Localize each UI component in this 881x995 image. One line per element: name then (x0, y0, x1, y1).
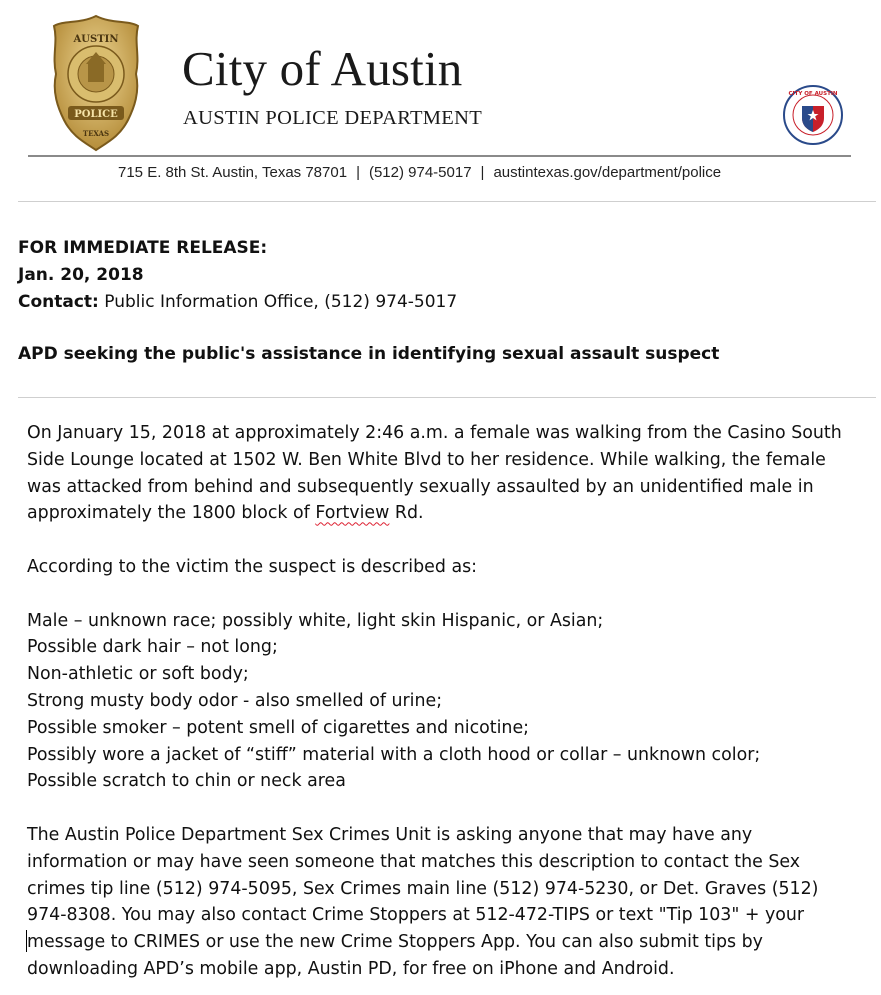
letterhead-contact-line (118, 164, 762, 181)
description-item: Strong musty body odor - also smelled of urine; (27, 690, 443, 711)
blank-line (27, 795, 872, 822)
blank-line (27, 527, 872, 554)
letterhead-title: City of Austin (182, 41, 463, 96)
description-item: Male – unknown race; possibly white, light skin Hispanic, or Asian; (27, 610, 604, 631)
closing-line: The Austin Police Department Sex Crimes Unit is asking anyone that may have any (27, 824, 753, 845)
badge-top-text: AUSTIN (73, 34, 119, 45)
closing-line: information or may have seen someone that matches this description to contact the Sex (27, 851, 801, 872)
closing-line: crimes tip line (512) 974-5095, Sex Crimes main line (512) 974-5230, or Det. Graves (512) (27, 878, 819, 899)
letterhead-address: 715 E. 8th St. Austin, Texas 78701 (118, 164, 348, 181)
letterhead-phone: (512) 974-5017 (368, 164, 472, 181)
seal-text: CITY OF AUSTIN (788, 91, 838, 97)
suspect-description-list (27, 608, 872, 796)
page-divider (18, 201, 876, 202)
description-item: Possibly wore a jacket of “stiff” material with a cloth hood or collar – unknown color; (27, 744, 761, 765)
release-label: FOR IMMEDIATE RELEASE: (18, 238, 268, 258)
contact-label: Contact: (18, 292, 99, 312)
incident-line: was attacked from behind and subsequently sexually assaulted by an unidentified male in (27, 476, 814, 497)
closing-line: message to CRIMES or use the new Crime Stoppers App. You can also submit tips by (27, 932, 763, 953)
page-divider (18, 397, 876, 398)
letterhead-department: AUSTIN POLICE DEPARTMENT (183, 107, 483, 129)
police-badge-logo (50, 12, 142, 152)
incident-line: Side Lounge located at 1502 W. Ben White Blvd to her residence. While walking, the female (27, 449, 826, 470)
release-headline: APD seeking the public's assistance in identifying sexual assault suspect (18, 344, 720, 364)
description-item: Possible smoker – potent smell of cigarettes and nicotine; (27, 717, 530, 738)
incident-text: approximately the 1800 block of (27, 503, 316, 524)
description-intro: According to the victim the suspect is described as: (27, 556, 478, 577)
incident-text: Rd. (389, 503, 424, 524)
letterhead-rule (28, 155, 851, 157)
badge-bottom-text: TEXAS (82, 129, 110, 138)
incident-line (27, 500, 872, 527)
closing-line: 974-8308. You may also contact Crime Stoppers at 512-472-TIPS or text "Tip 103" + your (27, 905, 805, 926)
letterhead-website: austintexas.gov/department/police (493, 164, 722, 181)
city-seal-logo (782, 84, 844, 146)
release-date: Jan. 20, 2018 (18, 265, 144, 285)
text-cursor (26, 930, 27, 952)
spellcheck-word: Fortview (315, 503, 390, 524)
release-body (27, 420, 872, 983)
description-item: Non-athletic or soft body; (27, 664, 249, 685)
contact-value: Public Information Office, (512) 974-5017 (98, 292, 458, 312)
closing-line: downloading APD’s mobile app, Austin PD, for free on iPhone and Android. (27, 958, 675, 979)
incident-line: On January 15, 2018 at approximately 2:46 a.m. a female was walking from the Casino South (27, 423, 842, 443)
blank-line (27, 581, 872, 608)
release-contact (18, 292, 457, 312)
separator: | (480, 164, 485, 181)
separator: | (356, 164, 360, 181)
description-item: Possible dark hair – not long; (27, 637, 278, 658)
description-item: Possible scratch to chin or neck area (27, 771, 346, 792)
badge-middle-text: POLICE (74, 109, 118, 120)
